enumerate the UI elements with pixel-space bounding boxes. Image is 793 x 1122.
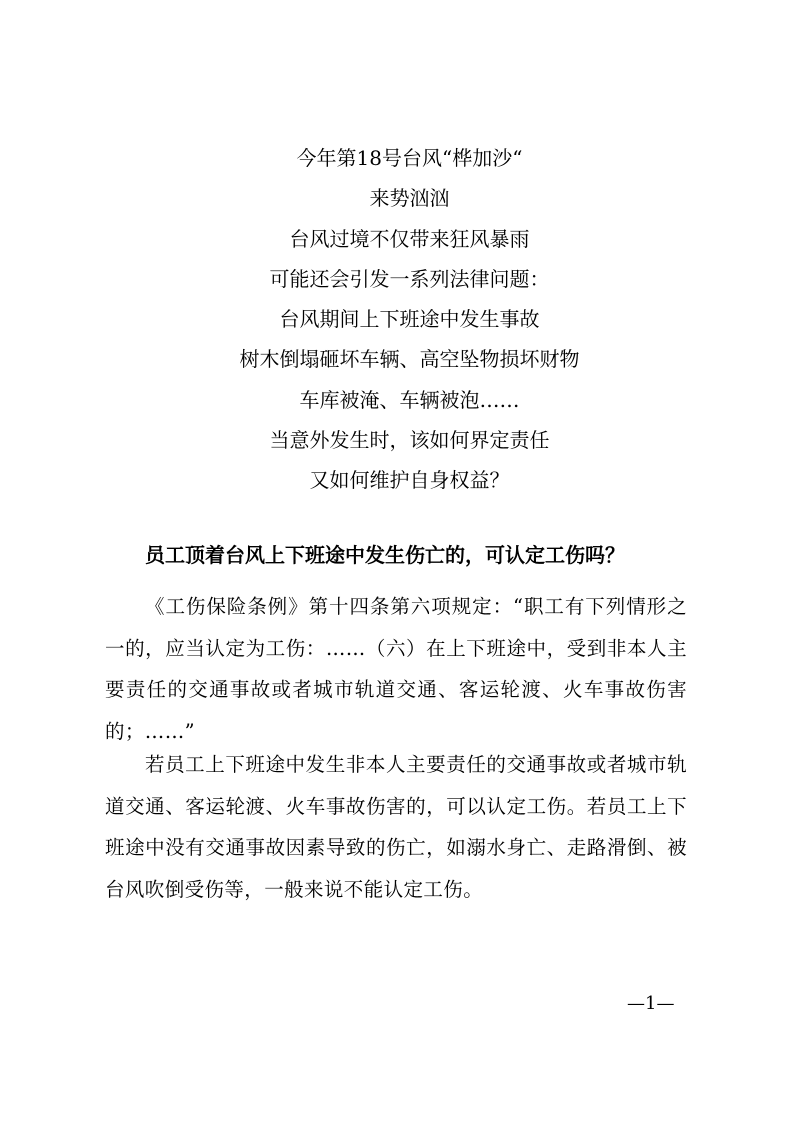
intro-line: 当意外发生时，该如何界定责任 <box>269 428 550 453</box>
section-heading: 员工顶着台风上下班途中发生伤亡的，可认定工伤吗？ <box>145 543 625 567</box>
intro-line: 树木倒塌砸坏车辆、高空坠物损坏财物 <box>239 347 580 372</box>
intro-line: 可能还会引发一系列法律问题： <box>269 266 550 291</box>
intro-line: 今年第18号台风“桦加沙“ <box>296 146 523 170</box>
body-paragraph: 《工伤保险条例》第十四条第六项规定：“职工有下列情形之一的，应当认定为工伤：……（六）在上下班途中，受到非本人主要责任的交通事故或者城市轨道交通、客运轮渡、火车事故伤害的；……” <box>105 595 687 743</box>
intro-line: 又如何维护自身权益？ <box>309 468 510 493</box>
intro-line: 台风期间上下班途中发生事故 <box>279 307 540 332</box>
intro-line: 台风过境不仅带来狂风暴雨 <box>289 226 530 251</box>
intro-line: 来势汹汹 <box>369 186 450 211</box>
body-paragraph: 若员工上下班途中发生非本人主要责任的交通事故或者城市轨道交通、客运轮渡、火车事故伤害的，可以认定工伤。若员工上下班途中没有交通事故因素导致的伤亡，如溺水身亡、走路滑倒、被台风吹倒受伤等，一般来说不能认定工伤。 <box>105 753 687 901</box>
intro-line: 车库被淹、车辆被泡…… <box>299 387 520 412</box>
intro-block <box>0 138 793 501</box>
page-number: —1— <box>627 993 675 1014</box>
